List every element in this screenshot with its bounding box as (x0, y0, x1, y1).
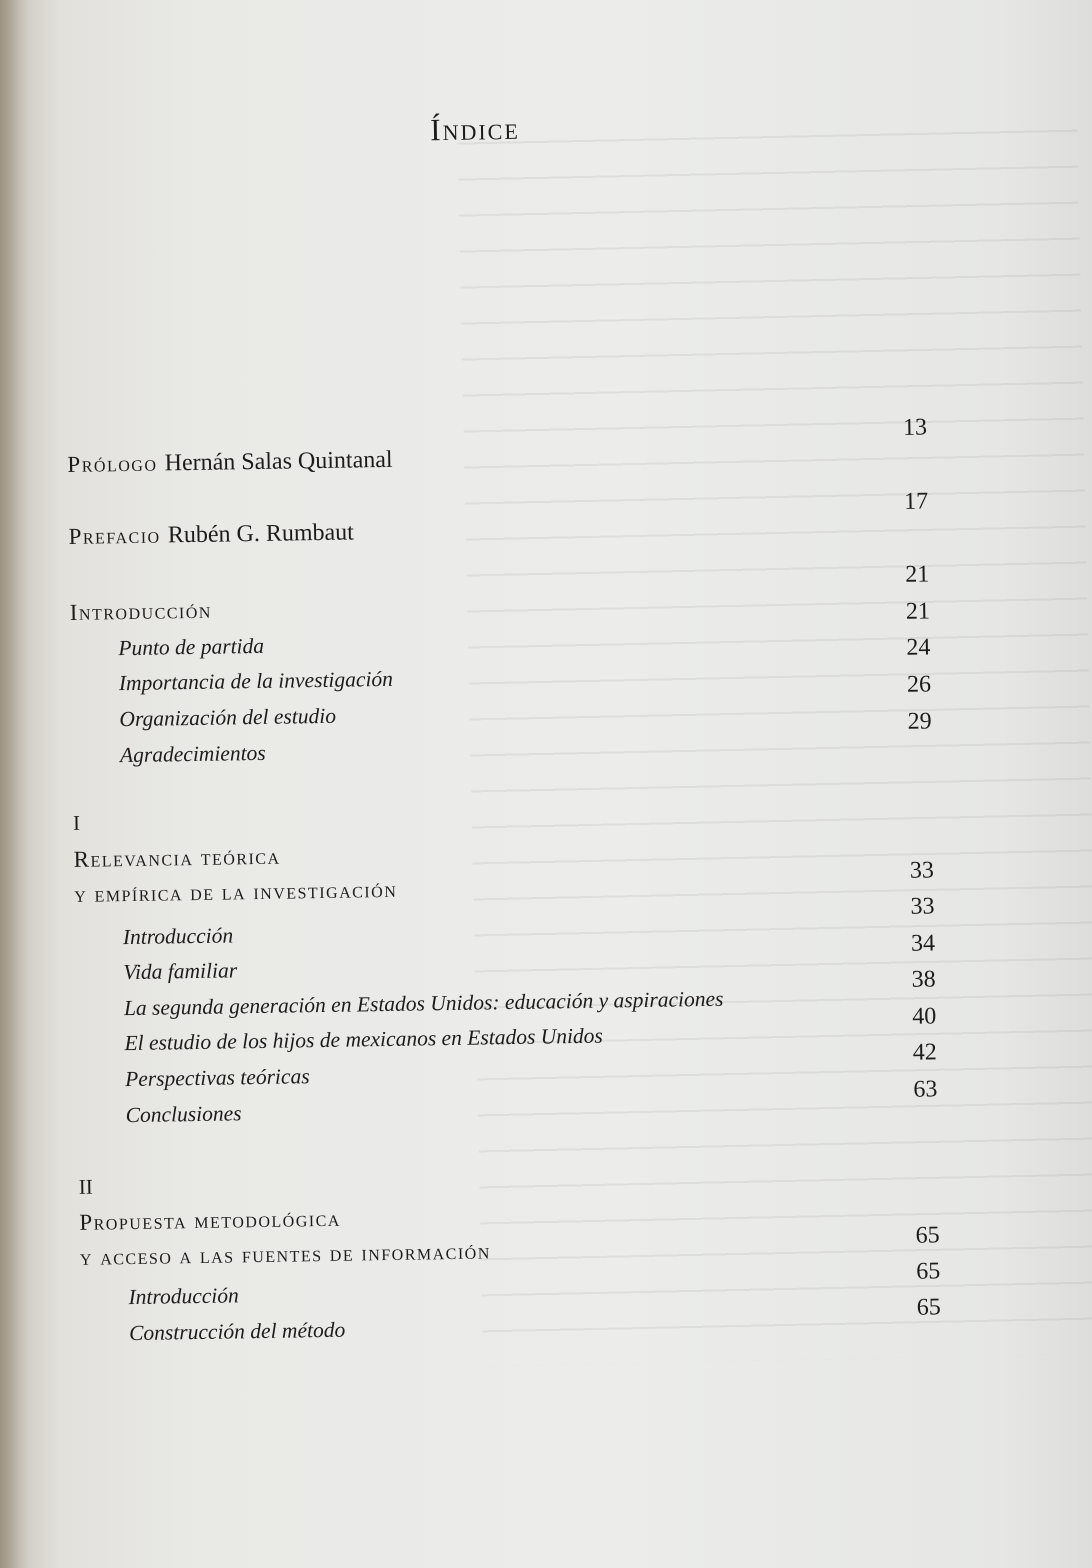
toc-entry-prologo (67, 438, 927, 479)
chapter-title-line: Relevancia teórica (73, 843, 281, 872)
chapter-title-line: Propuesta metodológica (79, 1205, 342, 1235)
toc-entry-author: Hernán Salas Quintanal (164, 446, 393, 477)
toc-page-number: 65 (916, 1294, 941, 1321)
chapter-title-line: y empírica de la investigación (74, 876, 398, 907)
toc-page-number: 65 (916, 1258, 941, 1285)
toc-page-number: 33 (909, 857, 935, 884)
toc-page-number: 63 (913, 1076, 938, 1103)
toc-page-number: 21 (905, 598, 931, 625)
toc-page-number: 13 (902, 414, 928, 441)
page-title: Índice (429, 110, 521, 148)
toc-subentry: Introducción (128, 1283, 239, 1310)
chapter-numeral: II (78, 1174, 93, 1199)
toc-page-number: 21 (905, 561, 930, 588)
toc-subentry: Vida familiar (123, 958, 238, 985)
toc-page-number: 38 (911, 966, 936, 993)
toc-subentry: Agradecimientos (119, 740, 266, 768)
toc-entry-label: Prólogo (67, 450, 158, 477)
toc-page-number: 24 (906, 634, 931, 661)
toc-subentry: Conclusiones (125, 1101, 242, 1128)
toc-subentry: Organización del estudio (119, 703, 337, 732)
toc-subentry: El estudio de los hijos de mexicanos en Estados Unidos (124, 1023, 603, 1056)
bleed-through-text (457, 104, 1092, 1367)
chapter-numeral: I (72, 810, 81, 835)
toc-page-number: 42 (912, 1039, 937, 1066)
chapter-title-line: y acceso a las fuentes de información (79, 1238, 491, 1270)
toc-subentry: Introducción (122, 923, 234, 950)
toc-page-number: 17 (903, 488, 929, 515)
toc-subentry: La segunda generación en Estados Unidos: educación y aspiraciones (123, 986, 724, 1021)
toc-entry-prefacio (68, 510, 928, 551)
toc-page-number: 33 (910, 893, 935, 920)
table-of-contents (62, 104, 941, 1346)
toc-page-number: 65 (915, 1222, 940, 1249)
toc-subentry: Perspectivas teóricas (124, 1064, 310, 1092)
toc-subentry: Construcción del método (128, 1317, 346, 1346)
toc-page-number: 34 (910, 930, 936, 957)
toc-entry-label: Prefacio (68, 522, 161, 549)
toc-subentry: Punto de partida (118, 633, 265, 661)
toc-subentry: Importancia de la investigación (118, 666, 394, 696)
toc-entry-author: Rubén G. Rumbaut (167, 519, 355, 549)
toc-page-number: 26 (906, 671, 932, 698)
toc-page-number: 40 (912, 1003, 937, 1030)
toc-entry-introduccion: Introducción (69, 597, 213, 625)
toc-page-number: 29 (907, 708, 932, 735)
